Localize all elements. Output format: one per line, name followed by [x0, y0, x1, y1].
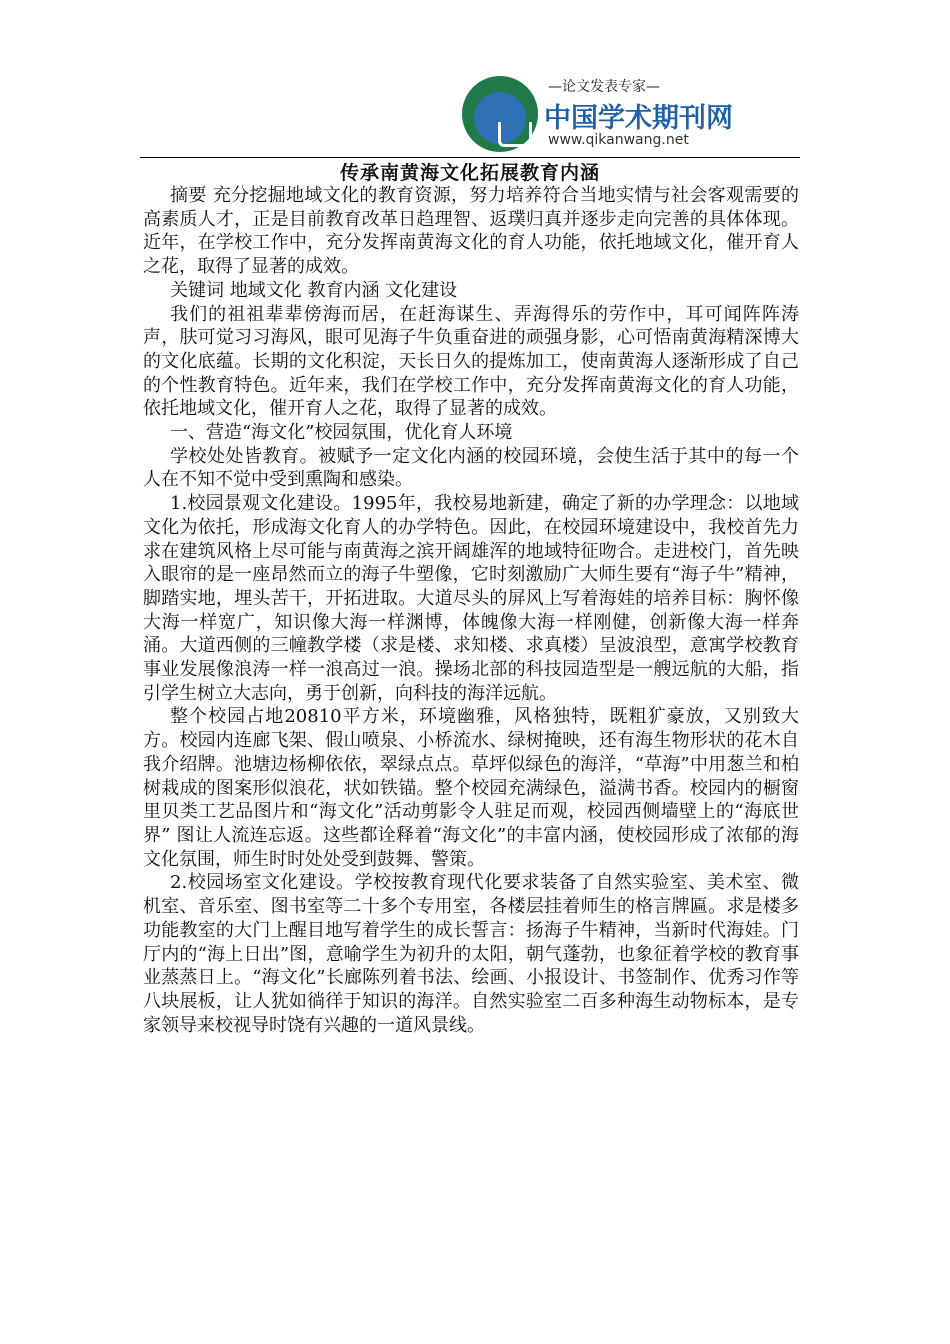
section-heading: 一、营造“海文化”校园氛围，优化育人环境: [170, 422, 513, 444]
body-paragraph: 学校处处皆教育。被赋予一定文化内涵的校园环境，会使生活于其中的每一个人在不知不觉中受到熏陶和感染。: [143, 445, 799, 491]
body-paragraph: 整个校园占地20810平方米，环境幽雅，风格独特，既粗犷豪放，又别致大方。校园内连廊飞架、假山喷泉、小桥流水、绿树掩映，还有海生物形状的花木自我介绍牌。池塘边杨柳依依，翠绿点点。草坪似绿色的海洋，“草海”中用葱兰和柏树栽成的图案形似浪花，状如铁锚。整个校园充满绿色，溢满书香。校园内的橱窗里贝类工艺品图片和“海文化”活动剪影令人驻足而观，校园西侧墙壁上的“海底世界” 图让人流连忘返。这些都诠释着“海文化”的丰富内涵，使校园形成了浓郁的海文化氛围，师生时时处处受到鼓舞、警策。: [143, 706, 799, 870]
globe-icon: [474, 92, 526, 144]
keywords-paragraph: 关键词 地域文化 教育内涵 文化建设: [170, 279, 458, 301]
logo-tagline: —论文发表专家—: [548, 79, 660, 95]
document-title: 传承南黄海文化拓展教育内涵: [339, 162, 600, 184]
intro-paragraph: 我们的祖祖辈辈傍海而居，在赶海谋生、弄海得乐的劳作中，耳可闻阵阵涛声，肤可觉习习海风，眼可见海子牛负重奋进的顽强身影，心可悟南黄海精深博大的文化底蕴。长期的文化积淀，天长日久的提炼加工，使南黄海人逐渐形成了自己的个性教育特色。近年来，我们在学校工作中，充分发挥南黄海文化的育人功能，依托地域文化，催开育人之花，取得了显著的成效。: [143, 303, 799, 420]
abstract-paragraph: 摘要 充分挖掘地域文化的教育资源，努力培养符合当地实情与社会客观需要的高素质人才，正是目前教育改革日趋理智、返璞归真并逐步走向完善的具体体现。近年，在学校工作中，充分发挥南黄海文化的育人功能，依托地域文化，催开育人之花，取得了显著的成效。: [143, 185, 799, 278]
site-logo: [462, 72, 733, 156]
header-rule: [140, 157, 800, 158]
logo-name: 中国学术期刊网: [544, 103, 733, 134]
document-body: [143, 184, 799, 1037]
logo-emblem: [462, 76, 538, 152]
logo-url: www.qikanwang.net: [548, 132, 689, 148]
body-paragraph: 2.校园场室文化建设。学校按教育现代化要求装备了自然实验室、美术室、微机室、音乐室、图书室等二十多个专用室，各楼层挂着师生的格言牌匾。求是楼多功能教室的大门上醒目地写着学生的成长誓言：扬海子牛精神，当新时代海娃。门厅内的“海上日出”图，意喻学生为初升的太阳，朝气蓬勃，也象征着学校的教育事业蒸蒸日上。“海文化”长廊陈列着书法、绘画、小报设计、书签制作、优秀习作等八块展板，让人犹如徜徉于知识的海洋。自然实验室二百多种海生动物标本，是专家领导来校视导时饶有兴趣的一道风景线。: [143, 872, 799, 1036]
body-paragraph: 1.校园景观文化建设。1995年，我校易地新建，确定了新的办学理念：以地域文化为依托，形成海文化育人的办学特色。因此，在校园环境建设中，我校首先力求在建筑风格上尽可能与南黄海之滨开阔雄浑的地域特征吻合。走进校门，首先映入眼帘的是一座昂然而立的海子牛塑像，它时刻激励广大师生要有“海子牛”精神，脚踏实地，埋头苦干，开拓进取。大道尽头的屏风上写着海娃的培养目标：胸怀像大海一样宽广，知识像大海一样渊博，体魄像大海一样刚健，创新像大海一样奔涌。大道西侧的三幢教学楼（求是楼、求知楼、求真楼）呈波浪型，意寓学校教育事业发展像浪涛一样一浪高过一浪。操场北部的科技园造型是一艘远航的大船，指引学生树立大志向，勇于创新，向科技的海洋远航。: [143, 493, 799, 704]
book-icon: [498, 122, 532, 147]
